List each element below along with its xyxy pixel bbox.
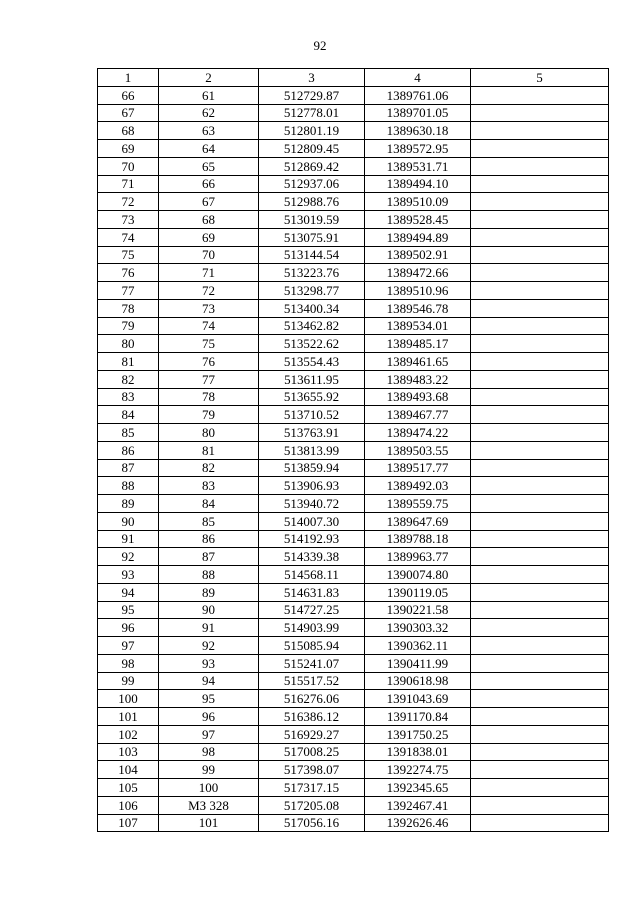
point-id-cell: 65 [159,157,259,175]
row-number-cell: 100 [98,690,159,708]
row-number-cell: 80 [98,335,159,353]
point-id-cell: 91 [159,619,259,637]
point-id-cell: 63 [159,122,259,140]
table-row [98,388,609,406]
table-row [98,814,609,832]
note-cell [471,743,609,761]
y-coordinate-cell: 1389572.95 [365,140,471,158]
row-number-cell: 93 [98,566,159,584]
y-coordinate-cell: 1389701.05 [365,104,471,122]
y-coordinate-cell: 1390221.58 [365,601,471,619]
y-coordinate-cell: 1389494.89 [365,228,471,246]
y-coordinate-cell: 1389528.45 [365,211,471,229]
note-cell [471,708,609,726]
x-coordinate-cell: 513298.77 [259,282,365,300]
row-number-cell: 70 [98,157,159,175]
x-coordinate-cell: 514727.25 [259,601,365,619]
row-number-cell: 103 [98,743,159,761]
point-id-cell: МЗ 328 [159,796,259,814]
point-id-cell: 101 [159,814,259,832]
row-number-cell: 67 [98,104,159,122]
note-cell [471,619,609,637]
row-number-cell: 75 [98,246,159,264]
x-coordinate-cell: 514339.38 [259,548,365,566]
note-cell [471,814,609,832]
row-number-cell: 91 [98,530,159,548]
x-coordinate-cell: 514903.99 [259,619,365,637]
note-cell [471,122,609,140]
note-cell [471,761,609,779]
note-cell [471,459,609,477]
note-cell [471,654,609,672]
row-number-cell: 96 [98,619,159,637]
x-coordinate-cell: 512729.87 [259,86,365,104]
x-coordinate-cell: 516276.06 [259,690,365,708]
x-coordinate-cell: 512801.19 [259,122,365,140]
table-row [98,654,609,672]
note-cell [471,637,609,655]
x-coordinate-cell: 513906.93 [259,477,365,495]
row-number-cell: 101 [98,708,159,726]
y-coordinate-cell: 1389472.66 [365,264,471,282]
table-row [98,122,609,140]
point-id-cell: 70 [159,246,259,264]
x-coordinate-cell: 515085.94 [259,637,365,655]
note-cell [471,477,609,495]
row-number-cell: 102 [98,725,159,743]
y-coordinate-cell: 1389502.91 [365,246,471,264]
x-coordinate-cell: 513462.82 [259,317,365,335]
note-cell [471,779,609,797]
table-row [98,601,609,619]
point-id-cell: 89 [159,583,259,601]
note-cell [471,282,609,300]
y-coordinate-cell: 1389761.06 [365,86,471,104]
table-row [98,228,609,246]
y-coordinate-cell: 1389494.10 [365,175,471,193]
y-coordinate-cell: 1389963.77 [365,548,471,566]
x-coordinate-cell: 512809.45 [259,140,365,158]
row-number-cell: 83 [98,388,159,406]
y-coordinate-cell: 1389474.22 [365,424,471,442]
y-coordinate-cell: 1391750.25 [365,725,471,743]
note-cell [471,193,609,211]
point-id-cell: 79 [159,406,259,424]
y-coordinate-cell: 1389510.96 [365,282,471,300]
note-cell [471,175,609,193]
note-cell [471,690,609,708]
table-row [98,761,609,779]
y-coordinate-cell: 1390411.99 [365,654,471,672]
x-coordinate-cell: 512988.76 [259,193,365,211]
x-coordinate-cell: 514631.83 [259,583,365,601]
y-coordinate-cell: 1389483.22 [365,370,471,388]
x-coordinate-cell: 515517.52 [259,672,365,690]
note-cell [471,335,609,353]
x-coordinate-cell: 517398.07 [259,761,365,779]
x-coordinate-cell: 513940.72 [259,495,365,513]
table-row [98,282,609,300]
table-row [98,335,609,353]
row-number-cell: 97 [98,637,159,655]
x-coordinate-cell: 513400.34 [259,299,365,317]
point-id-cell: 88 [159,566,259,584]
table-row [98,299,609,317]
note-cell [471,140,609,158]
point-id-cell: 64 [159,140,259,158]
table-row [98,779,609,797]
row-number-cell: 89 [98,495,159,513]
row-number-cell: 82 [98,370,159,388]
x-coordinate-cell: 514192.93 [259,530,365,548]
table-row [98,725,609,743]
y-coordinate-cell: 1389485.17 [365,335,471,353]
point-id-cell: 69 [159,228,259,246]
x-coordinate-cell: 513223.76 [259,264,365,282]
x-coordinate-cell: 514007.30 [259,512,365,530]
row-number-cell: 69 [98,140,159,158]
note-cell [471,157,609,175]
row-number-cell: 95 [98,601,159,619]
column-header-5: 5 [471,69,609,87]
row-number-cell: 77 [98,282,159,300]
x-coordinate-cell: 513522.62 [259,335,365,353]
x-coordinate-cell: 512778.01 [259,104,365,122]
table-row [98,477,609,495]
row-number-cell: 90 [98,512,159,530]
table-body [98,86,609,832]
x-coordinate-cell: 513554.43 [259,353,365,371]
note-cell [471,104,609,122]
point-id-cell: 62 [159,104,259,122]
y-coordinate-cell: 1389534.01 [365,317,471,335]
page-number: 92 [313,38,327,53]
x-coordinate-cell: 512937.06 [259,175,365,193]
note-cell [471,796,609,814]
row-number-cell: 74 [98,228,159,246]
table-row [98,264,609,282]
x-coordinate-cell: 517205.08 [259,796,365,814]
note-cell [471,264,609,282]
point-id-cell: 76 [159,353,259,371]
row-number-cell: 87 [98,459,159,477]
y-coordinate-cell: 1390362.11 [365,637,471,655]
point-id-cell: 90 [159,601,259,619]
note-cell [471,441,609,459]
point-id-cell: 75 [159,335,259,353]
note-cell [471,317,609,335]
y-coordinate-cell: 1392626.46 [365,814,471,832]
note-cell [471,406,609,424]
point-id-cell: 74 [159,317,259,335]
note-cell [471,299,609,317]
row-number-cell: 107 [98,814,159,832]
row-number-cell: 68 [98,122,159,140]
note-cell [471,530,609,548]
coordinates-table [97,68,609,832]
table-header-row [98,69,609,87]
note-cell [471,548,609,566]
x-coordinate-cell: 517317.15 [259,779,365,797]
y-coordinate-cell: 1391170.84 [365,708,471,726]
y-coordinate-cell: 1390119.05 [365,583,471,601]
point-id-cell: 81 [159,441,259,459]
x-coordinate-cell: 514568.11 [259,566,365,584]
table-row [98,583,609,601]
table-row [98,86,609,104]
x-coordinate-cell: 516386.12 [259,708,365,726]
table-row [98,708,609,726]
point-id-cell: 80 [159,424,259,442]
row-number-cell: 81 [98,353,159,371]
point-id-cell: 93 [159,654,259,672]
row-number-cell: 85 [98,424,159,442]
y-coordinate-cell: 1391043.69 [365,690,471,708]
note-cell [471,86,609,104]
y-coordinate-cell: 1389559.75 [365,495,471,513]
point-id-cell: 87 [159,548,259,566]
row-number-cell: 78 [98,299,159,317]
x-coordinate-cell: 513813.99 [259,441,365,459]
note-cell [471,495,609,513]
point-id-cell: 66 [159,175,259,193]
point-id-cell: 98 [159,743,259,761]
note-cell [471,601,609,619]
row-number-cell: 86 [98,441,159,459]
point-id-cell: 86 [159,530,259,548]
table-row [98,175,609,193]
y-coordinate-cell: 1389630.18 [365,122,471,140]
x-coordinate-cell: 517008.25 [259,743,365,761]
point-id-cell: 77 [159,370,259,388]
table-row [98,548,609,566]
table-row [98,211,609,229]
y-coordinate-cell: 1390074.80 [365,566,471,584]
x-coordinate-cell: 513859.94 [259,459,365,477]
y-coordinate-cell: 1390618.98 [365,672,471,690]
point-id-cell: 97 [159,725,259,743]
table-row [98,672,609,690]
y-coordinate-cell: 1389647.69 [365,512,471,530]
table-row [98,353,609,371]
point-id-cell: 84 [159,495,259,513]
table-row [98,157,609,175]
table-row [98,743,609,761]
note-cell [471,370,609,388]
table-row [98,140,609,158]
x-coordinate-cell: 515241.07 [259,654,365,672]
x-coordinate-cell: 513710.52 [259,406,365,424]
row-number-cell: 88 [98,477,159,495]
y-coordinate-cell: 1392467.41 [365,796,471,814]
point-id-cell: 61 [159,86,259,104]
note-cell [471,583,609,601]
x-coordinate-cell: 516929.27 [259,725,365,743]
note-cell [471,228,609,246]
y-coordinate-cell: 1389493.68 [365,388,471,406]
note-cell [471,566,609,584]
note-cell [471,353,609,371]
row-number-cell: 72 [98,193,159,211]
row-number-cell: 99 [98,672,159,690]
row-number-cell: 66 [98,86,159,104]
column-header-1: 1 [98,69,159,87]
y-coordinate-cell: 1389546.78 [365,299,471,317]
point-id-cell: 73 [159,299,259,317]
y-coordinate-cell: 1391838.01 [365,743,471,761]
point-id-cell: 100 [159,779,259,797]
point-id-cell: 72 [159,282,259,300]
row-number-cell: 71 [98,175,159,193]
point-id-cell: 67 [159,193,259,211]
y-coordinate-cell: 1389461.65 [365,353,471,371]
row-number-cell: 84 [98,406,159,424]
row-number-cell: 104 [98,761,159,779]
table-row [98,424,609,442]
table-row [98,619,609,637]
note-cell [471,424,609,442]
x-coordinate-cell: 513144.54 [259,246,365,264]
point-id-cell: 99 [159,761,259,779]
table-row [98,246,609,264]
column-header-3: 3 [259,69,365,87]
row-number-cell: 79 [98,317,159,335]
point-id-cell: 71 [159,264,259,282]
point-id-cell: 78 [159,388,259,406]
point-id-cell: 92 [159,637,259,655]
note-cell [471,246,609,264]
note-cell [471,388,609,406]
table-row [98,317,609,335]
row-number-cell: 76 [98,264,159,282]
table-row [98,796,609,814]
x-coordinate-cell: 513611.95 [259,370,365,388]
y-coordinate-cell: 1390303.32 [365,619,471,637]
y-coordinate-cell: 1389467.77 [365,406,471,424]
note-cell [471,512,609,530]
note-cell [471,725,609,743]
y-coordinate-cell: 1389510.09 [365,193,471,211]
point-id-cell: 95 [159,690,259,708]
column-header-4: 4 [365,69,471,87]
point-id-cell: 94 [159,672,259,690]
x-coordinate-cell: 513075.91 [259,228,365,246]
y-coordinate-cell: 1389503.55 [365,441,471,459]
point-id-cell: 68 [159,211,259,229]
table-row [98,495,609,513]
table-row [98,690,609,708]
row-number-cell: 94 [98,583,159,601]
x-coordinate-cell: 513019.59 [259,211,365,229]
note-cell [471,211,609,229]
x-coordinate-cell: 513655.92 [259,388,365,406]
row-number-cell: 73 [98,211,159,229]
table-row [98,530,609,548]
table-row [98,406,609,424]
table-row [98,193,609,211]
x-coordinate-cell: 517056.16 [259,814,365,832]
y-coordinate-cell: 1389517.77 [365,459,471,477]
row-number-cell: 105 [98,779,159,797]
row-number-cell: 92 [98,548,159,566]
table-row [98,566,609,584]
table-row [98,637,609,655]
y-coordinate-cell: 1389788.18 [365,530,471,548]
y-coordinate-cell: 1389492.03 [365,477,471,495]
point-id-cell: 96 [159,708,259,726]
table-row [98,459,609,477]
point-id-cell: 82 [159,459,259,477]
point-id-cell: 85 [159,512,259,530]
table-row [98,104,609,122]
row-number-cell: 106 [98,796,159,814]
y-coordinate-cell: 1392345.65 [365,779,471,797]
table-row [98,441,609,459]
row-number-cell: 98 [98,654,159,672]
note-cell [471,672,609,690]
point-id-cell: 83 [159,477,259,495]
column-header-2: 2 [159,69,259,87]
y-coordinate-cell: 1389531.71 [365,157,471,175]
y-coordinate-cell: 1392274.75 [365,761,471,779]
table-row [98,370,609,388]
x-coordinate-cell: 513763.91 [259,424,365,442]
x-coordinate-cell: 512869.42 [259,157,365,175]
table-row [98,512,609,530]
